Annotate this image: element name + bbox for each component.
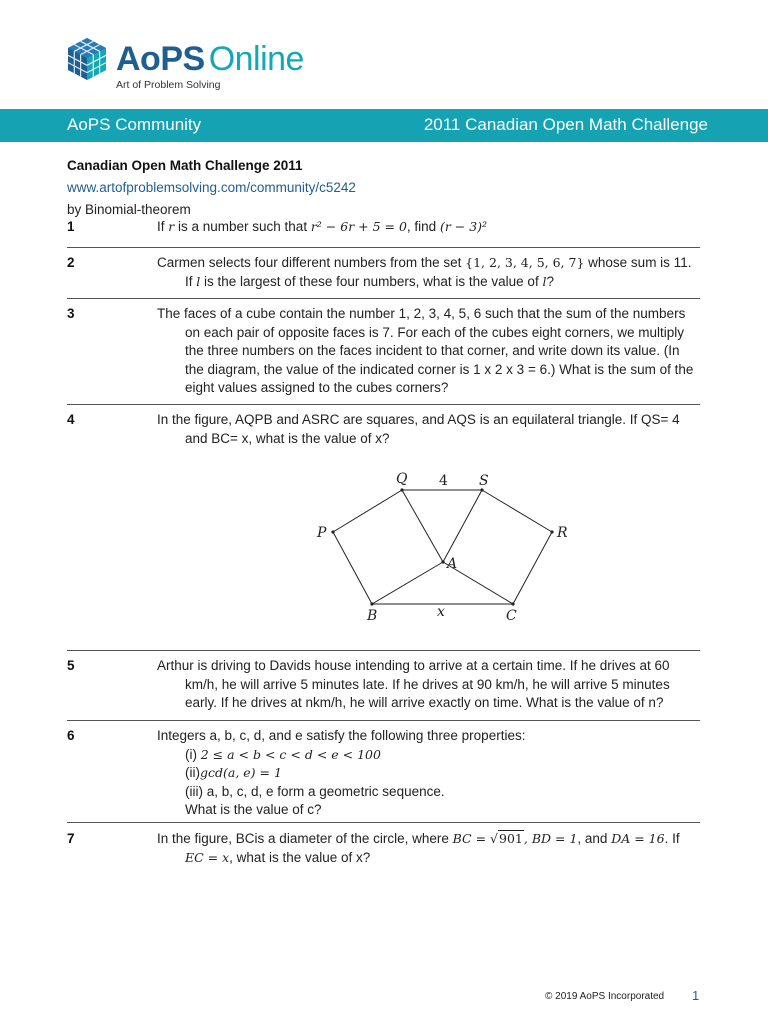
label-qs-length: 4 [439, 473, 448, 489]
segment-ba [372, 562, 443, 604]
label-a: A [447, 556, 458, 572]
problem-text: Integers a, b, c, d, and e satisfy the following three properties: [157, 728, 526, 743]
divider [67, 720, 700, 721]
problem-2 [67, 254, 700, 291]
problem-number: 2 [67, 255, 75, 270]
property-iii: (iii) a, b, c, d, e form a geometric sequence. [185, 783, 445, 799]
author-line: by Binomial-theorem [67, 202, 191, 217]
point-q [400, 488, 403, 491]
problem-text: Arthur is driving to Davids house intending to arrive at a certain time. If he drives at 60 km/h, he will arrive 5 minutes late. If he drives at 90 km/h, he will arrive 5 minutes early. If he drives at nkm/h, he will arrive exactly on time. What is the value of n? [157, 658, 670, 710]
divider [67, 247, 700, 248]
problem-number: 6 [67, 728, 75, 743]
label-r: R [557, 525, 568, 541]
problem-3 [67, 305, 700, 398]
problem-text: If r is a number such that r² − 6r + 5 = 0, find (r − 3)² [157, 219, 488, 234]
question-line: What is the value of c? [185, 802, 322, 817]
problem-number: 5 [67, 658, 75, 673]
community-label: AoPS Community [67, 115, 202, 134]
community-link[interactable]: www.artofproblemsolving.com/community/c5242 [67, 180, 356, 195]
label-x: x [437, 604, 445, 620]
problem-text: In the figure, AQPB and ASRC are squares, and AQS is an equilateral triangle. If QS= 4 and BC= x, what is the value of x? [157, 412, 680, 446]
contest-title: 2011 Canadian Open Math Challenge [423, 115, 708, 134]
geometry-diagram [300, 464, 590, 629]
label-c: C [506, 608, 517, 624]
squares-triangle-figure [300, 464, 590, 634]
problem-1 [67, 218, 700, 237]
problem-text: The faces of a cube contain the number 1, 2, 3, 4, 5, 6 such that the sum of the numbers on each pair of opposite faces is 7. For each of the cubes eight corners, we multiply the three numbers on the faces incident to that corner, and write down its value. (In the diagram, the value of the indicated corner is 1 x 2 x 3 = 6.) What is the sum of the eight values assigned to the cubes corners? [157, 306, 694, 395]
problem-5 [67, 657, 700, 713]
point-a [441, 560, 444, 563]
problem-7 [67, 830, 700, 867]
label-s: S [479, 473, 489, 489]
copyright: © 2019 AoPS Incorporated [545, 991, 665, 1002]
property-ii: (ii)gcd(a, e) = 1 [185, 765, 282, 780]
logo-tagline: Art of Problem Solving [116, 79, 221, 91]
property-list [185, 746, 700, 820]
cube-logo-icon [66, 36, 108, 82]
problem-4 [67, 411, 700, 448]
segment-qp [333, 490, 402, 532]
document-meta [67, 155, 356, 221]
label-b: B [367, 608, 378, 624]
header-banner [0, 109, 768, 142]
page-number: 1 [692, 988, 700, 1003]
problem-6 [67, 727, 700, 820]
problem-number: 1 [67, 219, 75, 234]
label-q: Q [396, 471, 408, 487]
logo-title: AoPS Online [116, 40, 304, 78]
problem-number: 7 [67, 831, 75, 846]
problem-text: In the figure, BCis a diameter of the circle, where BC = √901, BD = 1, and DA = 16. If EC = x, what is the value of x? [157, 831, 680, 865]
document-title: Canadian Open Math Challenge 2011 [67, 158, 303, 173]
segment-sr [482, 490, 552, 532]
divider [67, 822, 700, 823]
point-p [331, 530, 334, 533]
label-p: P [317, 525, 327, 541]
property-i: (i) 2 ≤ a < b < c < d < e < 100 [185, 746, 381, 762]
aops-logo[interactable] [66, 36, 304, 91]
segment-rc [513, 532, 552, 604]
problem-number: 3 [67, 306, 75, 321]
point-b [370, 602, 373, 605]
point-c [511, 602, 514, 605]
divider [67, 404, 700, 405]
segment-pb [333, 532, 372, 604]
segment-aq [402, 490, 443, 562]
divider [67, 650, 700, 651]
problem-text: Carmen selects four different numbers from the set {1, 2, 3, 4, 5, 6, 7} whose sum is 11. If l is the largest of these four numbers, what is the value of l? [157, 255, 692, 289]
point-r [550, 530, 553, 533]
segment-as [443, 490, 482, 562]
divider [67, 298, 700, 299]
problem-number: 4 [67, 412, 75, 427]
